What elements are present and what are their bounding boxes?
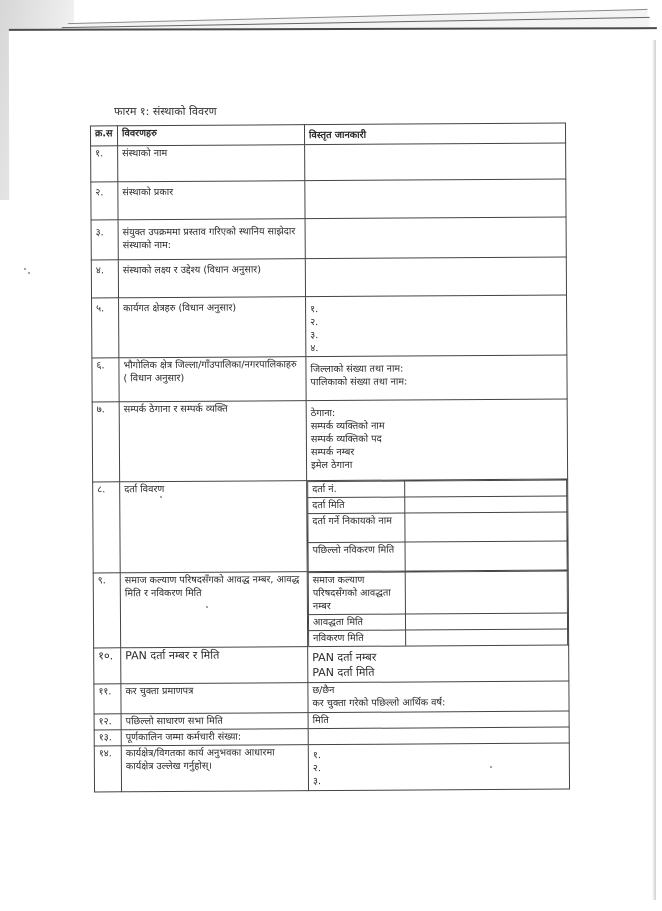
row-item: PAN दर्ता नम्बर र मिति <box>121 647 308 684</box>
detail-line: कर चुक्ता गरेको पछिल्लो आर्थिक वर्ष: <box>312 697 446 710</box>
detail-line: २. <box>310 317 319 329</box>
row-item: सम्पर्क ठेगाना र सम्पर्क व्यक्ति <box>119 401 306 482</box>
table-row <box>91 257 566 298</box>
row-sn: १. <box>91 146 118 182</box>
row-sn: ९. <box>93 573 120 648</box>
detail-line: ठेगाना: <box>310 407 336 420</box>
sub-value[interactable] <box>405 496 567 513</box>
row-sn: ३. <box>91 220 118 260</box>
row-item: संस्थाको नाम <box>118 145 305 182</box>
form-title: फारम १: संस्थाको विवरण <box>114 105 217 118</box>
table-row <box>94 681 569 714</box>
sub-value[interactable] <box>405 541 567 570</box>
row-detail-blank[interactable] <box>305 179 566 219</box>
sub-value[interactable] <box>405 480 567 497</box>
table-row <box>91 179 566 220</box>
sub-value[interactable] <box>406 629 568 645</box>
row-detail-subtable <box>307 479 569 572</box>
table-row <box>93 570 568 648</box>
row-item: समाज कल्याण परिषदसँगको आवद्ध नम्बर, आवद्ध मिति र नविकरण मिति <box>120 572 307 648</box>
detail-line: ३. <box>310 330 319 342</box>
sub-label: दर्ता गर्ने निकायको नाम <box>308 513 405 543</box>
row-sn: ६. <box>92 358 119 402</box>
table-row <box>91 143 566 182</box>
scan-speck <box>24 268 26 270</box>
detail-line: सम्पर्क व्यक्तिको पद <box>310 433 382 446</box>
sub-value[interactable] <box>405 571 567 614</box>
row-item: कर चुक्ता प्रमाणपत्र <box>121 683 308 714</box>
row-detail-list[interactable] <box>306 355 567 401</box>
table-row <box>93 479 569 573</box>
detail-line: पालिकाको संख्या तथा नाम: <box>310 376 408 389</box>
scan-speck <box>28 272 30 274</box>
sub-value[interactable] <box>405 613 567 630</box>
table-row <box>92 295 567 358</box>
detail-line: सम्पर्क व्यक्तिको नाम <box>310 420 385 433</box>
header-item: विवरणहरु <box>117 125 304 146</box>
row-item: कार्यगत क्षेत्रहरु (विधान अनुसार) <box>119 297 306 358</box>
row-item: संयुक्त उपक्रममा प्रस्ताव गरिएको स्थानिय साझेदार संस्थाको नाम: <box>118 219 305 260</box>
sub-value[interactable] <box>405 512 567 542</box>
row-item: भौगोलिक क्षेत्र जिल्ला/गाँउपालिका/नगरपालिकाहरु ( विधान अनुसार) <box>119 357 306 402</box>
detail-line: ४. <box>310 343 319 355</box>
row-detail-list[interactable] <box>308 645 569 683</box>
detail-line: PAN दर्ता मिति <box>312 665 375 680</box>
row-sn: १०. <box>94 648 121 684</box>
detail-line: १. <box>312 750 321 762</box>
row-item: संस्थाको प्रकार <box>118 181 305 220</box>
swc-affiliation-subtable <box>308 571 568 647</box>
row-sn: ५. <box>92 298 119 358</box>
sub-label: दर्ता मिति <box>308 497 405 514</box>
row-sn: ८. <box>93 482 121 573</box>
sub-label: आवद्धता मिति <box>308 614 405 631</box>
row-detail-list[interactable] <box>306 295 567 357</box>
sub-label: समाज कल्याण परिषदसँगको आवद्धता नम्बर <box>308 572 405 615</box>
row-item: पछिल्लो साधारण सभा मिति <box>121 713 308 730</box>
row-sn: १२. <box>94 714 121 730</box>
detail-line: २. <box>312 763 321 775</box>
row-item: संस्थाको लक्ष्य र उद्देश्य (विधान अनुसार) <box>118 259 305 298</box>
table-row <box>92 399 567 482</box>
row-detail-list[interactable] <box>308 681 569 713</box>
row-sn: १३. <box>94 730 121 746</box>
row-item: पूर्णकालिन जम्मा कर्मचारी संख्या: <box>121 729 308 746</box>
detail-line: इमेल ठेगाना <box>311 459 353 472</box>
row-detail-blank[interactable] <box>308 727 569 745</box>
row-item: दर्ता विवरण <box>120 481 308 573</box>
header-detail: विस्तृत जानकारी <box>304 123 565 145</box>
detail-line: सम्पर्क नम्बर <box>310 446 355 459</box>
row-detail-list[interactable] <box>306 399 567 481</box>
row-sn: २. <box>91 182 118 220</box>
sub-label: पछिल्लो नविकरण मिति <box>308 542 405 571</box>
detail-line: छ/छैन <box>312 684 335 697</box>
detail-line: ३. <box>312 776 322 788</box>
row-sn: ४. <box>91 260 118 298</box>
row-sn: ७. <box>92 402 119 482</box>
header-sn: क्र.स <box>90 126 117 146</box>
detail-line: PAN दर्ता नम्बर <box>312 650 377 665</box>
row-detail-blank[interactable] <box>305 257 566 297</box>
table-row <box>94 743 569 792</box>
row-detail-text[interactable]: मिति <box>308 711 569 729</box>
row-detail-list[interactable] <box>308 743 569 791</box>
row-item: कार्यक्षेत्र/विगतका कार्य अनुभवका आधारमा कार्यक्षेत्र उल्लेख गर्नुहोस्। <box>121 745 308 792</box>
sub-label: नविकरण मिति <box>309 630 406 646</box>
row-detail-blank[interactable] <box>305 217 566 259</box>
organization-details-table <box>90 123 570 793</box>
table-row <box>91 217 566 260</box>
detail-line: १. <box>310 304 319 316</box>
registration-subtable <box>307 480 568 572</box>
detail-line: जिल्लाको संख्या तथा नाम: <box>310 363 404 376</box>
page-right-edge <box>652 40 656 900</box>
sub-label: दर्ता नं. <box>308 481 405 498</box>
row-sn: ११. <box>94 684 121 714</box>
row-detail-subtable <box>307 570 568 647</box>
row-detail-blank[interactable] <box>305 143 566 181</box>
table-row <box>94 645 569 684</box>
table-row <box>92 355 567 402</box>
row-sn: १४. <box>94 746 121 792</box>
